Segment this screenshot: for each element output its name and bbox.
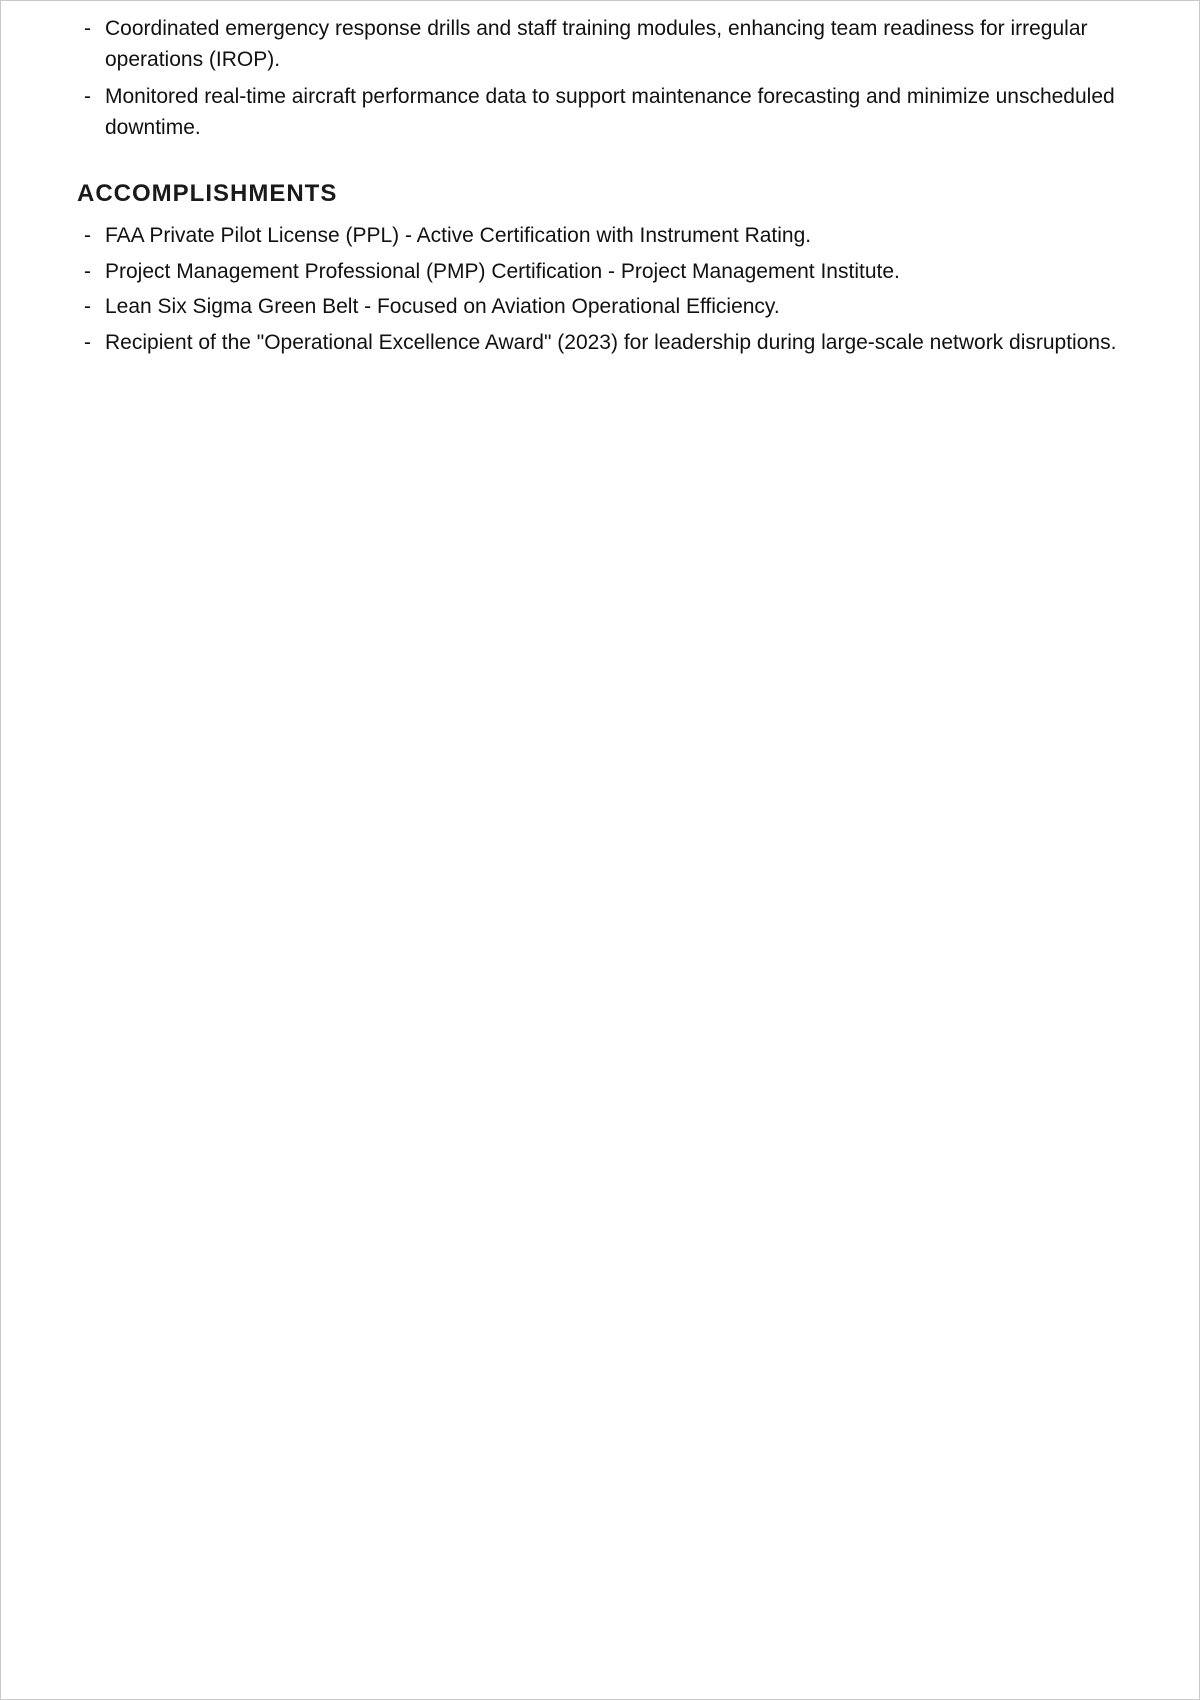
bullet-dash: - (84, 259, 91, 283)
list-item-text: Project Management Professional (PMP) Certification - Project Management Institute. (105, 259, 900, 283)
list-item-text: Recipient of the "Operational Excellence Award" (2023) for leadership during large-scale network disruptions. (105, 330, 1117, 354)
bullet-dash: - (84, 330, 91, 354)
bullet-dash: - (84, 295, 91, 318)
list-item (77, 257, 1117, 288)
page-content (77, 14, 1117, 363)
list-item (77, 221, 1117, 252)
list-item-text: Lean Six Sigma Green Belt - Focused on Aviation Operational Efficiency. (105, 295, 780, 318)
bullet-dash: - (84, 85, 91, 108)
list-item-text: Coordinated emergency response drills and staff training modules, enhancing team readiness for irregular operations (IROP). (105, 17, 1088, 71)
bullet-dash: - (84, 224, 91, 247)
list-item-text: FAA Private Pilot License (PPL) - Active Certification with Instrument Rating. (105, 224, 812, 247)
list-item-text: Monitored real-time aircraft performance data to support maintenance forecasting and minimize unscheduled downtime. (105, 85, 1115, 139)
bullet-dash: - (84, 17, 91, 40)
experience-bullet-list (77, 14, 1117, 143)
list-item (77, 328, 1117, 359)
list-item (77, 82, 1117, 143)
list-item (77, 292, 1117, 323)
list-item (77, 14, 1117, 75)
accomplishments-heading: ACCOMPLISHMENTS (77, 180, 338, 207)
accomplishments-list (77, 221, 1117, 358)
